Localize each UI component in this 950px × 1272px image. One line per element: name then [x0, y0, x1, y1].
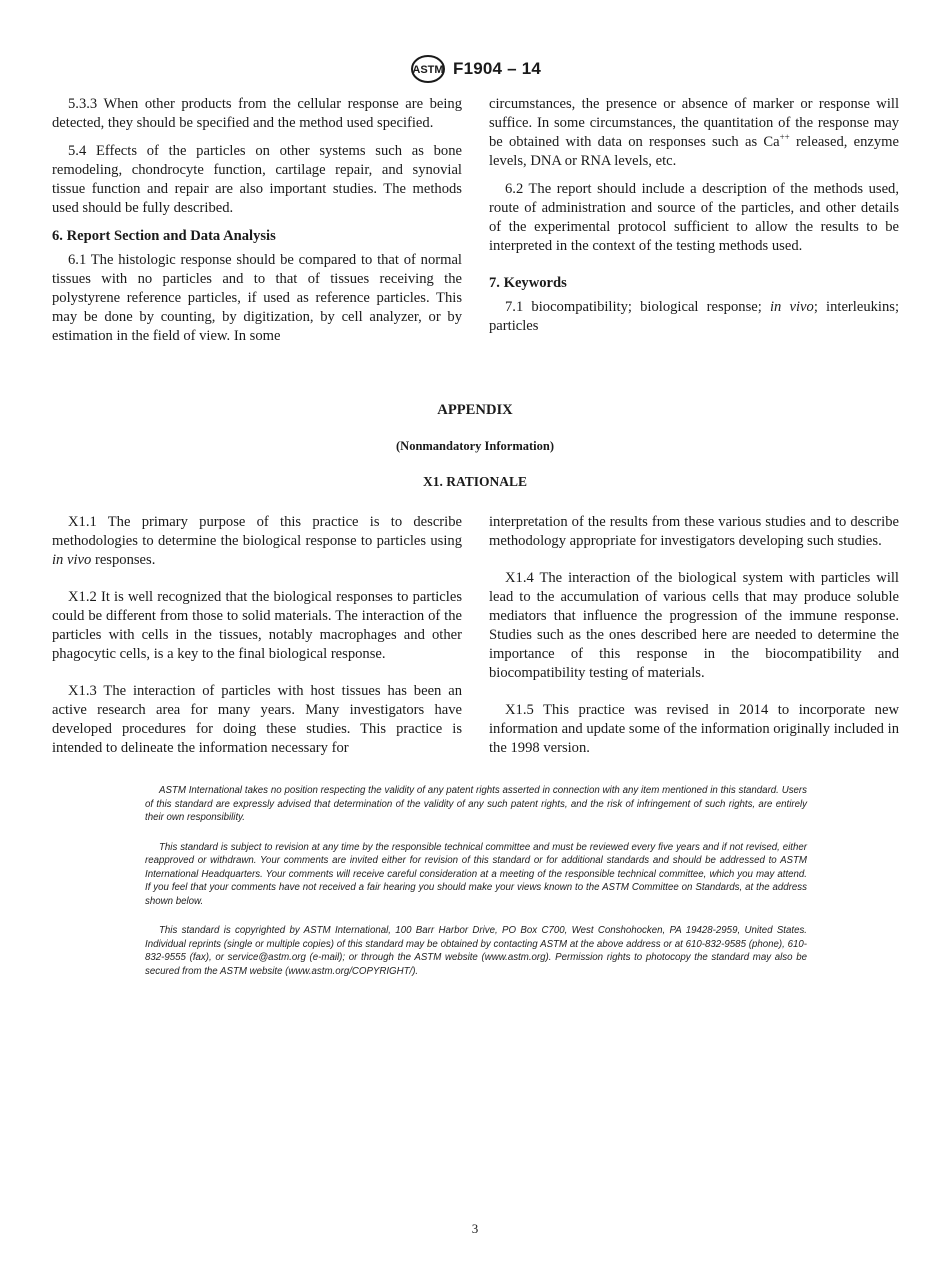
appendix-subtitle: (Nonmandatory Information) — [396, 439, 554, 453]
section-6-heading: 6. Report Section and Data Analysis — [52, 228, 276, 244]
paragraph-x1-2: X1.2 It is well recognized that the biological responses to particles could be different from those to solid materials. The interaction of the particles with cells in the tissues, notably macrophages and other phagocytic cells, is a key to the final biological response. — [52, 589, 462, 662]
right-column-top — [489, 95, 899, 336]
paragraph-x1-4: X1.4 The interaction of the biological system with particles will lead to the accumulation of various cells that may produce soluble mediators that influence the progression of the immune response. Studies such as the ones described here are needed to determine the importance of this response in the biocompatibility and biocompatibility testing of materials. — [489, 570, 899, 681]
document-designation: F1904 – 14 — [452, 59, 541, 78]
left-column-top — [52, 95, 462, 346]
rationale-heading: X1. RATIONALE — [422, 474, 527, 489]
copyright-notice: This standard is copyrighted by ASTM International, 100 Barr Harbor Drive, PO Box C700, West Conshohocken, PA 19428-2959, United States. Individual reprints (single or multiple copies) of this standard may be obtained by contacting ASTM at the above address or at 610-832-9585 (phone), 610-832-9555 (fax), or service@astm.org (e-mail); or through the ASTM website (www.astm.org). Permission rights to photocopy the standard may also be secured from the ASTM website (www.astm.org/COPYRIGHT/). — [145, 925, 807, 977]
patent-notice: ASTM International takes no position respecting the validity of any patent rights asserted in connection with any item mentioned in this standard. Users of this standard are expressly advised that determination of the validity of any such patent rights, and the risk of infringement of such rights, are entirely their own responsibility. — [145, 785, 807, 823]
paragraph-5-3-3: 5.3.3 When other products from the cellular response are being detected, they should be specified and the method used specified. — [52, 96, 462, 131]
paragraph-x1-3: X1.3 The interaction of particles with host tissues has been an active research area for many years. Many investigators have developed procedures for doing these studies. This practice is intended to delineate the information necessary for — [52, 683, 462, 756]
paragraph-7-1: 7.1 biocompatibility; biological response; in vivo; interleukins; particles — [489, 299, 899, 334]
paragraph-x1-5: X1.5 This practice was revised in 2014 to incorporate new information and update some of the information originally included in the 1998 version. — [489, 702, 899, 756]
paragraph-6-1: 6.1 The histologic response should be compared to that of normal tissues with no particles and to that of tissues receiving the polystyrene reference particles, if used as reference particles. This may be done by counting, by digitization, by cell analyzer, or by estimation in the field of view. In some — [52, 252, 462, 344]
right-column-bottom — [489, 513, 899, 758]
paragraph-6-2: 6.2 The report should include a description of the methods used, route of administration and source of the particles, and other details of the experimental protocol sufficient to allow the results to be interpreted in the context of the testing methods used. — [489, 181, 899, 254]
revision-notice: This standard is subject to revision at any time by the responsible technical committee and must be reviewed every five years and if not revised, either reapproved or withdrawn. Your comments are invited either for revision of this standard or for additional standards and should be addressed to ASTM International Headquarters. Your comments will receive careful consideration at a meeting of the responsible technical committee, which you may attend. If you feel that your comments have not received a fair hearing you should make your views known to the ASTM Committee on Standards, at the address shown below. — [145, 841, 807, 907]
page-number: 3 — [471, 1221, 479, 1236]
superscript: ++ — [779, 132, 790, 143]
page-header — [0, 54, 950, 84]
paragraph-5-4: 5.4 Effects of the particles on other systems such as bone remodeling, chondrocyte function, cartilage repair, and synovial tissue function and repair are also important studies. The methods used should be fully described. — [52, 143, 462, 216]
paragraph-6-1-continued: circumstances, the presence or absence of marker or response will suffice. In some circumstances, the quantitation of the response may be obtained with data on responses such as Ca++ released, enzyme levels, DNA or RNA levels, etc. — [489, 96, 900, 169]
left-column-bottom — [52, 513, 462, 758]
paragraph-x1-3-continued: interpretation of the results from these various studies and to describe methodology appropriate for investigators developing such studies. — [489, 514, 899, 549]
astm-logo-icon — [409, 54, 447, 84]
svg-text:ASTM: ASTM — [412, 64, 444, 76]
section-7-heading: 7. Keywords — [489, 275, 567, 291]
appendix-title: APPENDIX — [437, 402, 513, 418]
paragraph-x1-1: X1.1 The primary purpose of this practice is to describe methodologies to determine the biological response to particles using in vivo responses. — [52, 514, 462, 568]
legal-notices — [145, 784, 807, 994]
